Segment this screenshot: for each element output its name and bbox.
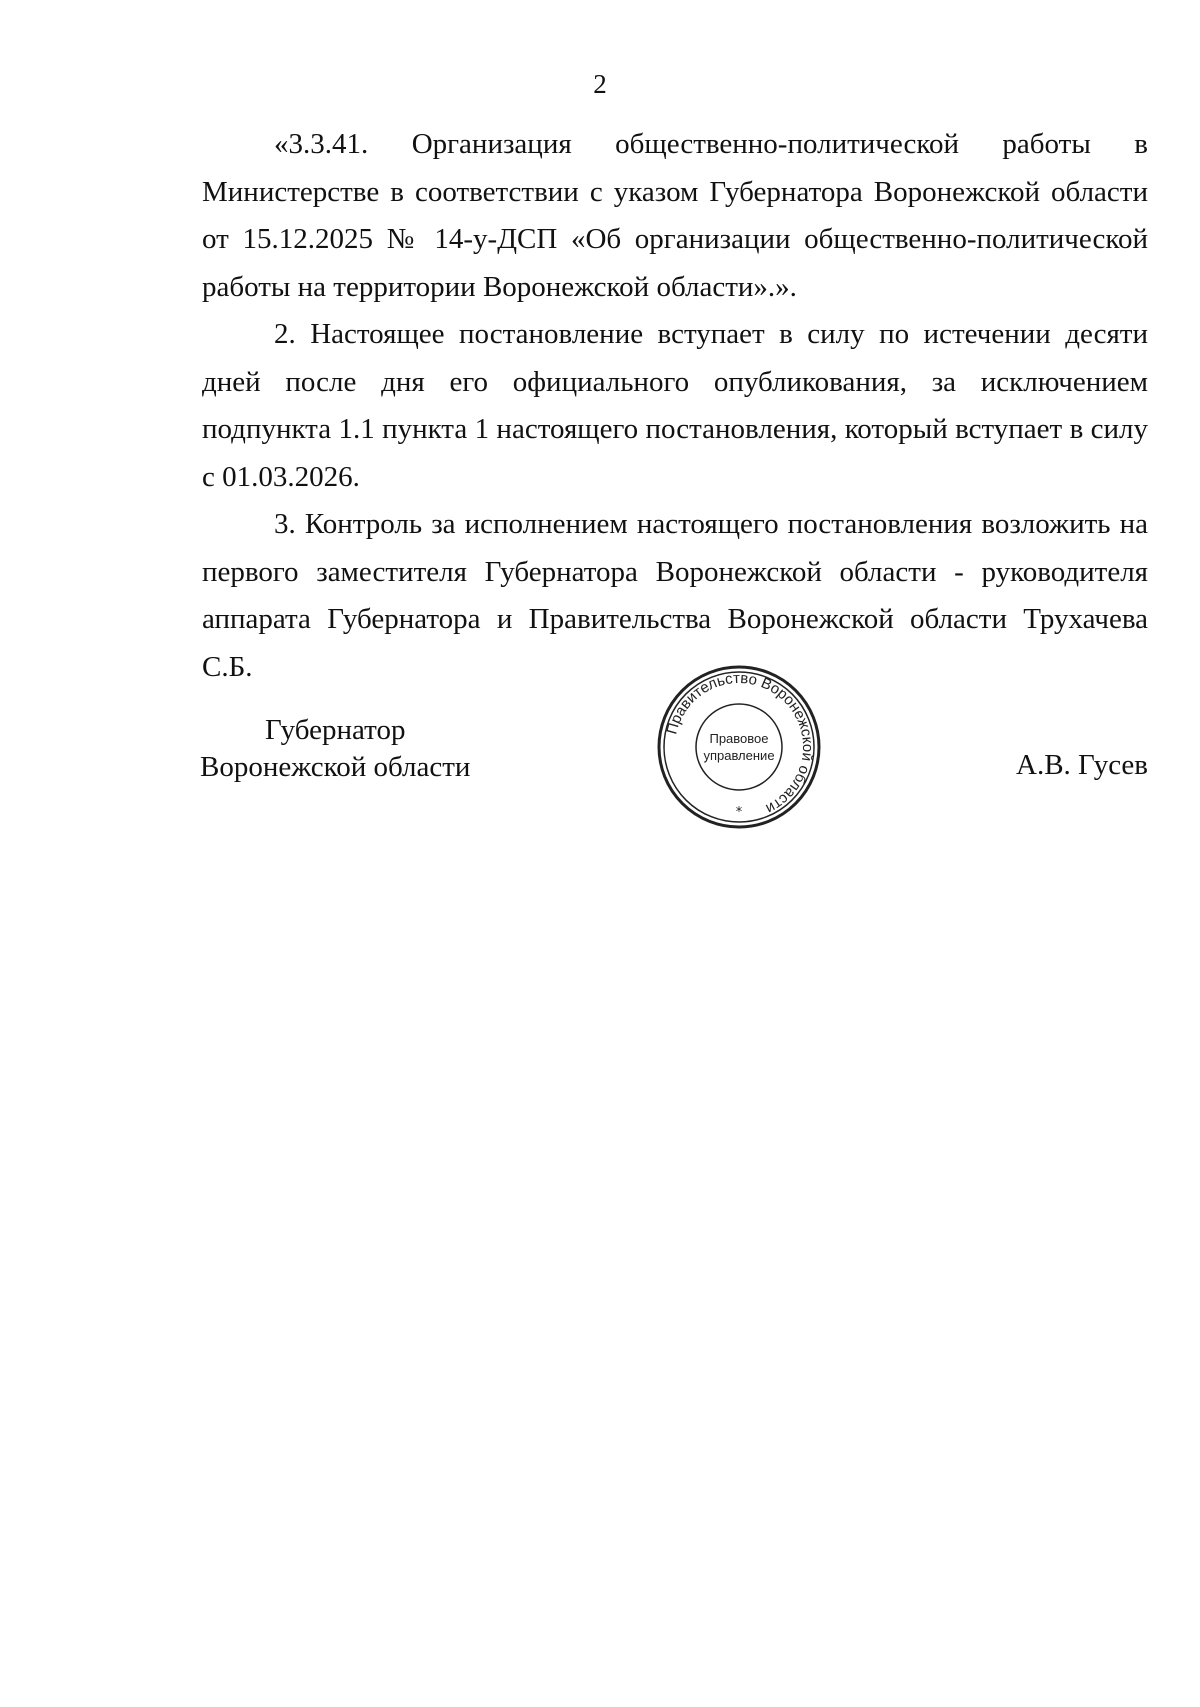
stamp-star-icon: *: [735, 805, 743, 820]
page-number: 2: [593, 69, 607, 99]
document-body: [202, 121, 1148, 691]
signatory-name: А.В. Гусев: [1016, 749, 1148, 781]
paragraph-effective-date: 2. Настоящее постановление вступает в силу по истечении десяти дней после дня его официального опубликования, за исключением подпункта 1.1 пункта 1 настоящего постановления, который вступает в силу с 01.03.2026.: [202, 318, 1148, 493]
stamp-inner-line1: Правовое: [709, 731, 769, 746]
signatory-title-line1: Губернатор: [264, 714, 406, 746]
paragraph-control: 3. Контроль за исполнением настоящего постановления возложить на первого заместителя Губернатора Воронежской области - руководителя аппарата Губернатора и Правительства Воронежской области Трухачева С.Б.: [202, 508, 1148, 683]
stamp-outer-text: Правительство Воронежской области: [663, 669, 817, 818]
signatory-title: [200, 712, 470, 786]
signatory-title-line2: Воронежской области: [200, 751, 471, 783]
official-stamp: [657, 665, 821, 829]
paragraph-3-3-41: «3.3.41. Организация общественно-политической работы в Министерстве в соответствии с указом Губернатора Воронежской области от 15.12.2025 № 14-у-ДСП «Об организации общественно-политической работы на территории Воронежской области».».: [202, 128, 1148, 303]
stamp-inner-line2: управление: [703, 748, 775, 763]
